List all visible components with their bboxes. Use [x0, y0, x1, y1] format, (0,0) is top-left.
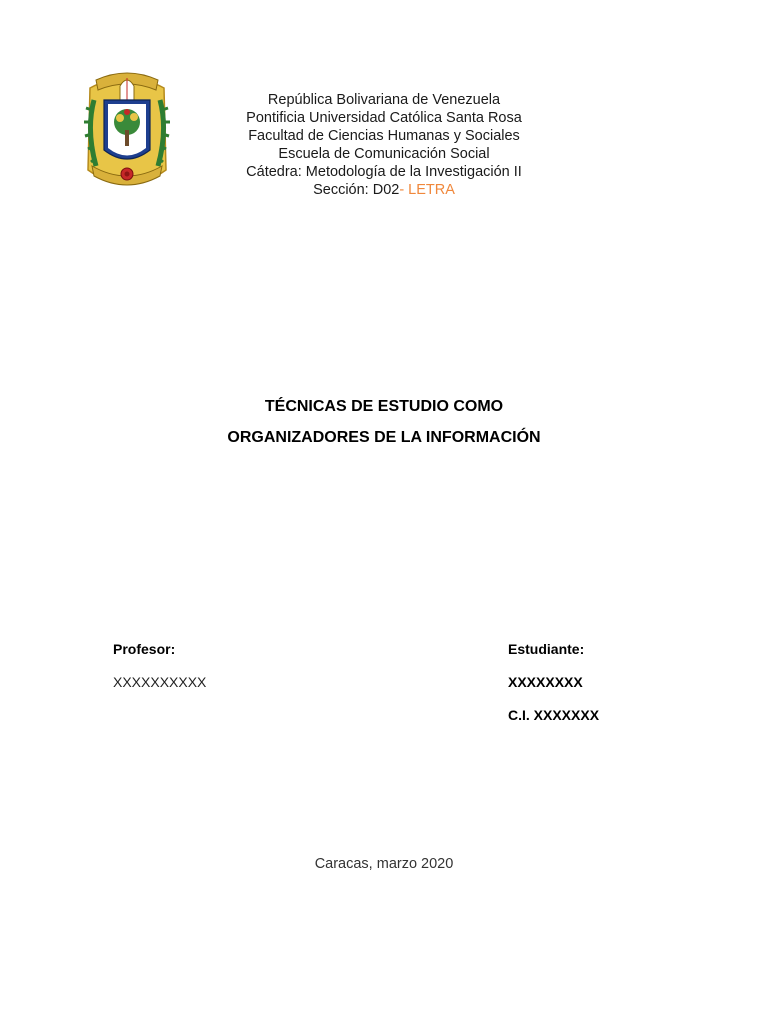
- header-line-country: República Bolivariana de Venezuela: [267, 92, 501, 108]
- institution-header: [184, 91, 584, 199]
- section-suffix: - LETRA: [399, 182, 455, 198]
- header-line-university: Pontificia Universidad Católica Santa Rosa: [246, 110, 522, 126]
- document-title: [84, 391, 684, 453]
- place-date: Caracas, marzo 2020: [314, 856, 454, 872]
- student-label: Estudiante:: [508, 641, 585, 657]
- header-line-course: Cátedra: Metodología de la Investigación II: [246, 164, 522, 180]
- title-line-1: TÉCNICAS DE ESTUDIO COMO: [264, 398, 504, 415]
- professor-label: Profesor:: [113, 641, 176, 657]
- university-crest-icon: [80, 70, 174, 196]
- student-name: XXXXXXXX: [508, 674, 583, 690]
- professor-name: XXXXXXXXXX: [113, 674, 207, 690]
- header-line-section: [184, 181, 584, 199]
- header-line-school: Escuela de Comunicación Social: [278, 146, 490, 162]
- section-prefix: Sección: D02: [313, 182, 400, 198]
- header-line-faculty: Facultad de Ciencias Humanas y Sociales: [248, 128, 520, 144]
- student-id: C.I. XXXXXXX: [508, 707, 600, 723]
- title-line-2: ORGANIZADORES DE LA INFORMACIÓN: [227, 429, 541, 446]
